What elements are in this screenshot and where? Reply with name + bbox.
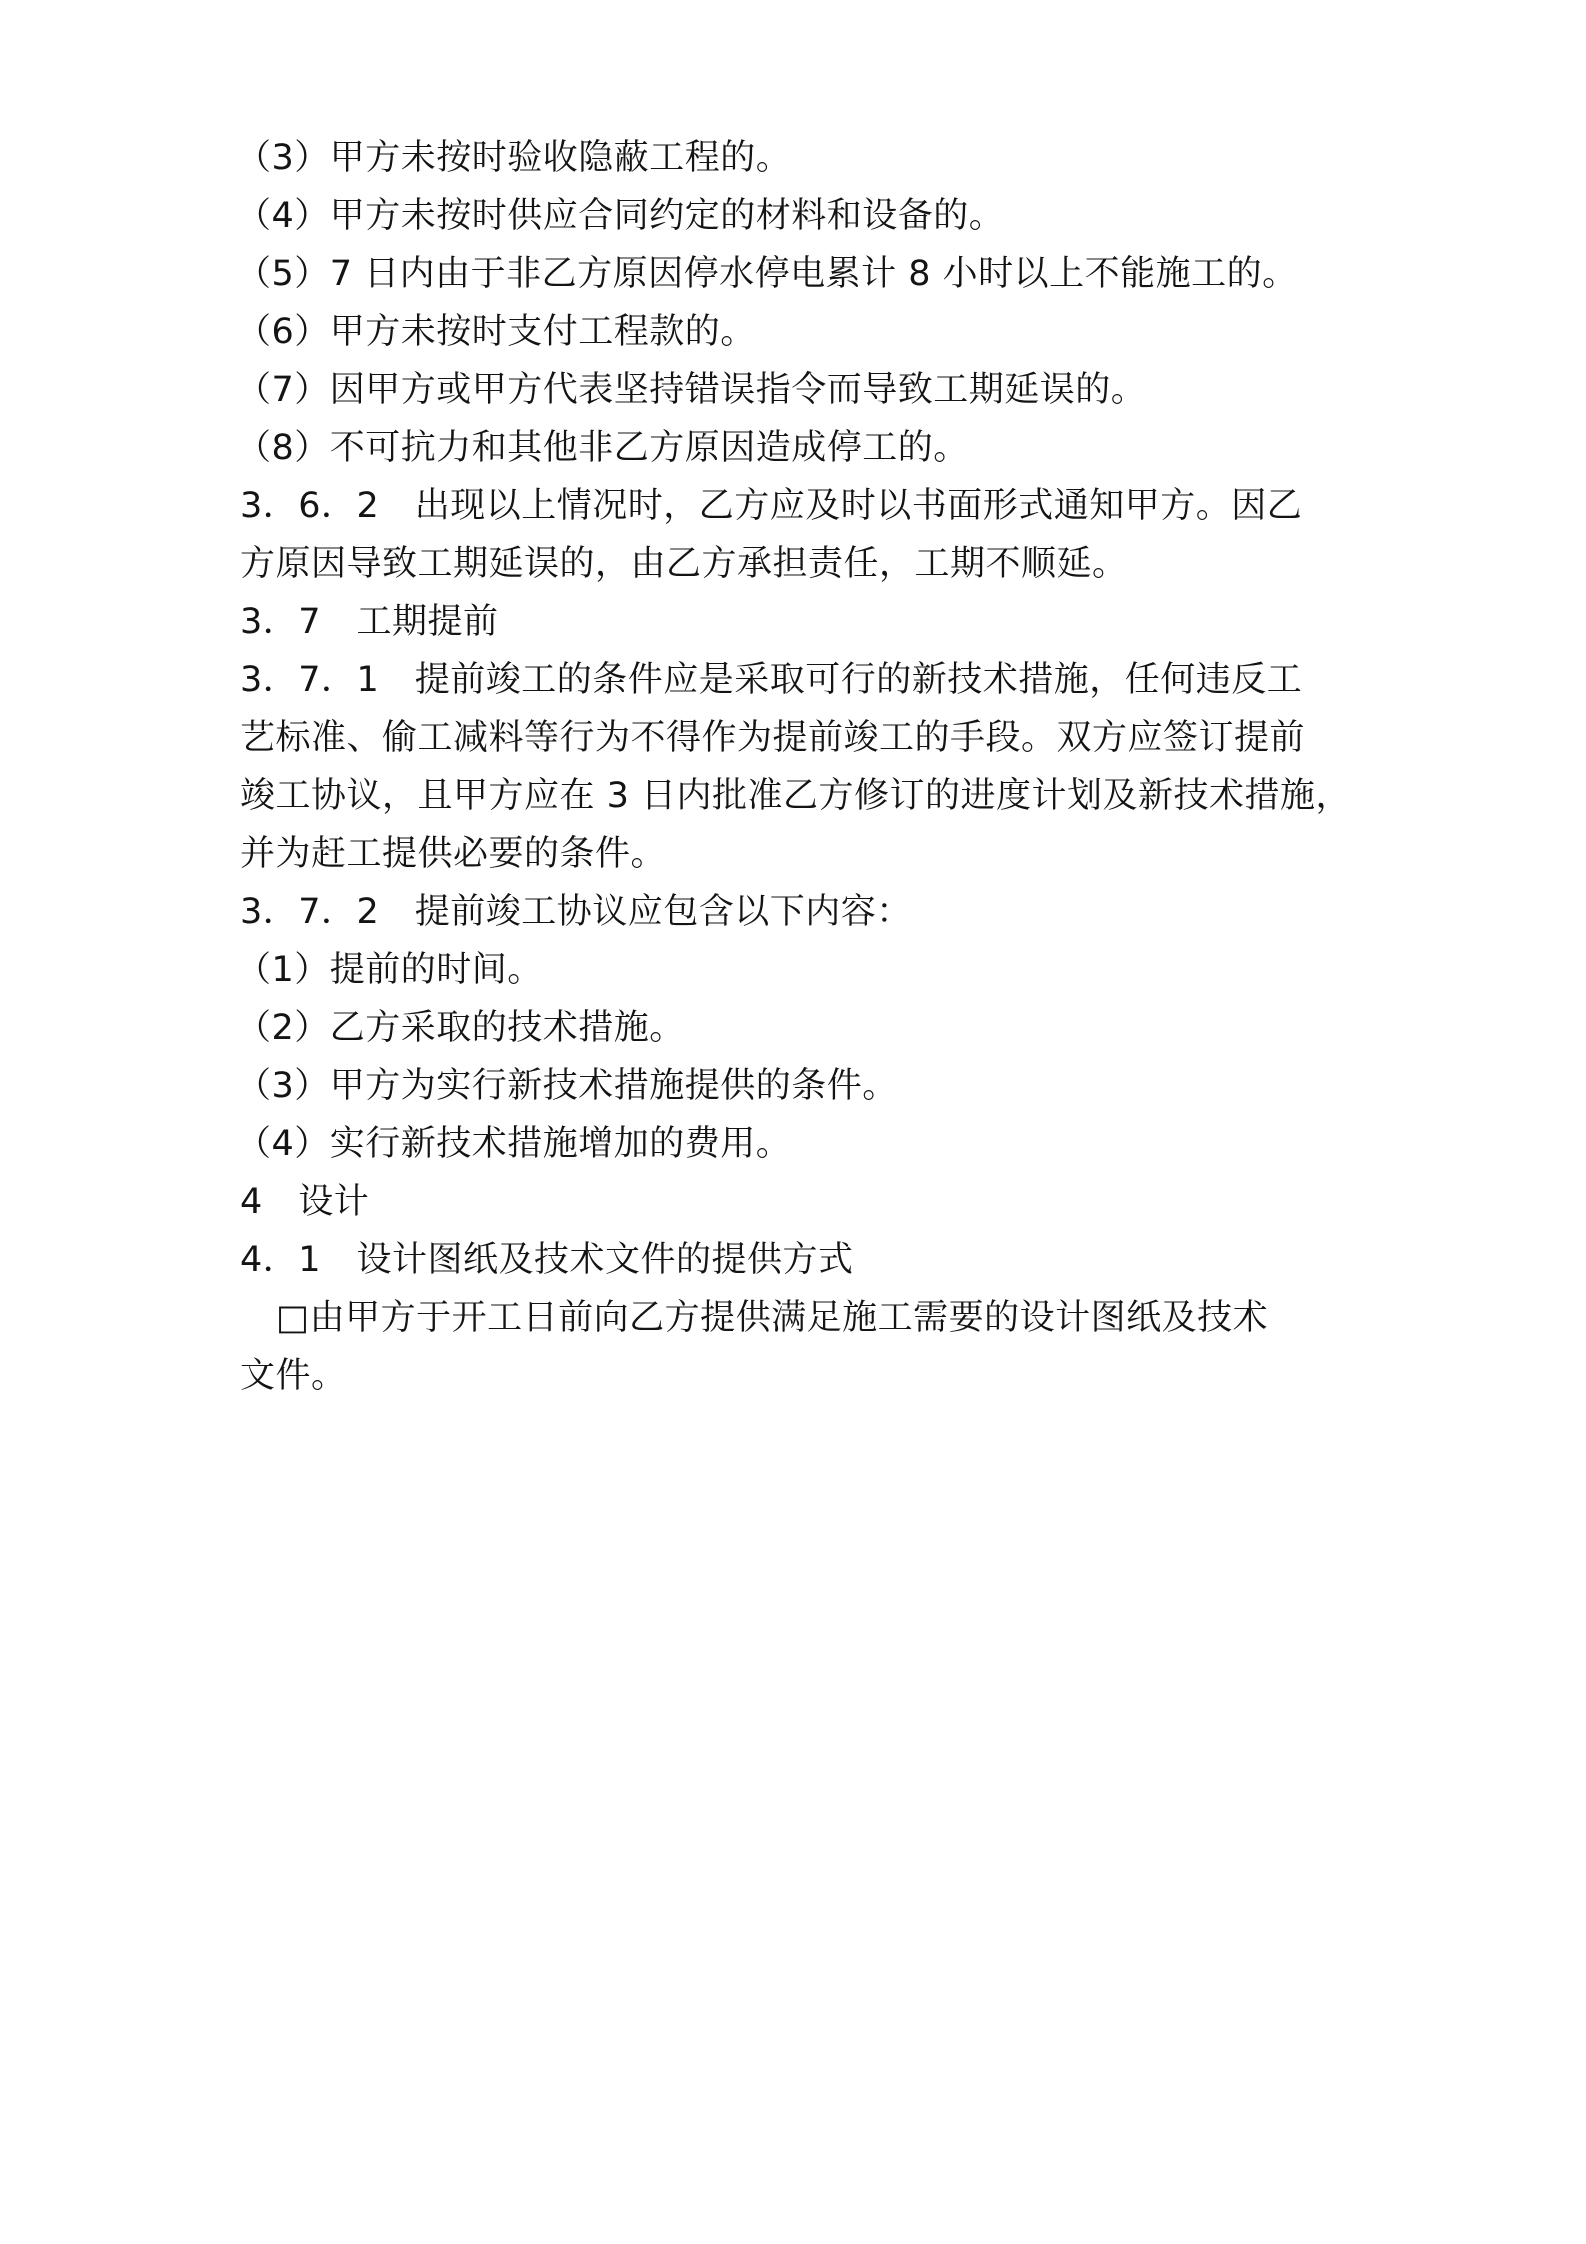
section-4-heading: 4 设计: [240, 1182, 370, 1222]
clause-3-7-1-line-3: 竣工协议，且甲方应在 3 日内批准乙方修订的进度计划及新技术措施，: [240, 776, 1352, 816]
clause-3-7-2-heading: 3．7．2 提前竣工协议应包含以下内容：: [240, 892, 912, 932]
clause-3-7-2-item-1: （1）提前的时间。: [236, 950, 543, 990]
clause-3-6-1-item-7: （7）因甲方或甲方代表坚持错误指令而导致工期延误的。: [236, 370, 1147, 410]
clause-3-6-1-item-5: （5）7 日内由于非乙方原因停水停电累计 8 小时以上不能施工的。: [236, 254, 1298, 294]
option-checkbox-line-2: 文件。: [240, 1356, 347, 1396]
clause-3-6-1-item-4: （4）甲方未按时供应合同约定的材料和设备的。: [236, 196, 1005, 236]
clause-3-6-1-item-3: （3）甲方未按时验收隐蔽工程的。: [236, 138, 792, 178]
clause-3-6-1-item-6: （6）甲方未按时支付工程款的。: [236, 312, 756, 352]
clause-3-7-2-item-2: （2）乙方采取的技术措施。: [236, 1008, 685, 1048]
clause-3-7-2-item-4: （4）实行新技术措施增加的费用。: [236, 1124, 792, 1164]
clause-3-7-1-line-2: 艺标准、偷工减料等行为不得作为提前竣工的手段。双方应签订提前: [240, 718, 1306, 758]
clause-3-6-2-line-2: 方原因导致工期延误的，由乙方承担责任，工期不顺延。: [240, 544, 1128, 584]
clause-3-7-2-item-3: （3）甲方为实行新技术措施提供的条件。: [236, 1066, 898, 1106]
clause-3-7-1-line-4: 并为赶工提供必要的条件。: [240, 834, 667, 874]
option-checkbox-line-1: □由甲方于开工日前向乙方提供满足施工需要的设计图纸及技术: [276, 1298, 1269, 1338]
clause-3-7-1-line-1: 3．7．1 提前竣工的条件应是采取可行的新技术措施，任何违反工: [240, 660, 1303, 700]
section-3-7-heading: 3．7 工期提前: [240, 602, 499, 642]
clause-3-6-1-item-8: （8）不可抗力和其他非乙方原因造成停工的。: [236, 428, 969, 468]
clause-3-6-2-line-1: 3．6．2 出现以上情况时，乙方应及时以书面形式通知甲方。因乙: [240, 486, 1303, 526]
section-4-1-heading: 4．1 设计图纸及技术文件的提供方式: [240, 1240, 854, 1280]
